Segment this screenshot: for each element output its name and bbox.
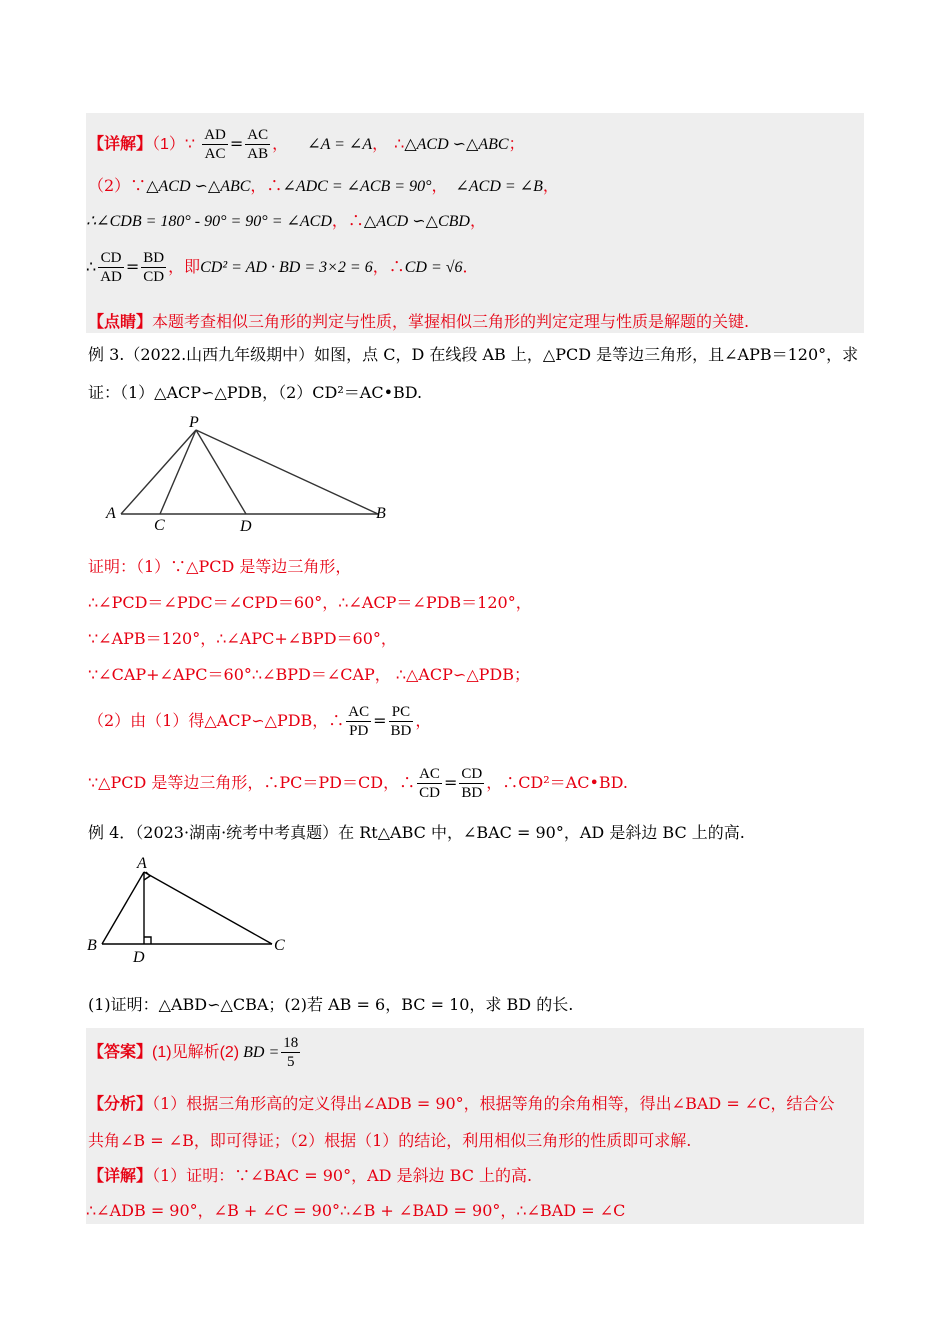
proof-line-4: ∵∠CAP+∠APC＝60°∴∠BPD＝∠CAP， ∴△ACP∽△PDB； — [88, 665, 530, 684]
therefore-symbol: ∴ — [394, 134, 405, 153]
analysis-tag: 【分析】 — [88, 1096, 153, 1113]
denominator: AC — [204, 146, 226, 162]
math-expr: CD = √6 — [404, 259, 463, 276]
text: ，∴CD²＝AC•BD. — [486, 773, 629, 792]
numerator: AD — [204, 127, 226, 143]
math-expr: △ACD ∽△ABC — [146, 178, 251, 195]
because-symbol: ∵ — [184, 134, 196, 153]
text: ，∴ — [372, 257, 405, 276]
fraction-18-5 — [281, 1034, 300, 1071]
part-label: （1） — [152, 136, 185, 153]
proof-line-1: 证明：（1）∵△PCD 是等边三角形， — [88, 557, 352, 576]
label-c: C — [274, 937, 285, 954]
answer-tag: 【答案】 — [88, 1044, 153, 1061]
label-p: P — [189, 414, 199, 431]
math-expr: ∠ACD = ∠B — [455, 178, 543, 195]
numerator: BD — [143, 250, 165, 266]
numerator: CD — [461, 766, 483, 782]
numerator: 18 — [283, 1035, 299, 1051]
figure-right-triangle — [84, 852, 296, 970]
proof-line-3: ∵∠APB＝120°，∴∠APC+∠BPD＝60°， — [88, 629, 397, 648]
denominator: CD — [143, 269, 165, 285]
figure-triangle-pab — [100, 410, 400, 535]
denominator: PD — [349, 723, 369, 739]
label-b: B — [376, 505, 386, 522]
label-b: B — [87, 937, 97, 954]
similarity-result: △ACD ∽△ABC — [404, 136, 509, 153]
detail-line-4 — [86, 246, 479, 288]
comment-line — [88, 312, 749, 333]
answer-text: (1)见解析(2) — [152, 1044, 240, 1061]
denominator: BD — [461, 785, 483, 801]
detail-line-2 — [88, 176, 559, 197]
detail2-line-1 — [88, 1166, 532, 1187]
proof-line-5 — [88, 700, 431, 742]
text: ， — [431, 176, 448, 195]
comma: ， — [372, 134, 389, 153]
denominator: BD — [390, 723, 412, 739]
comma: ， — [272, 134, 289, 153]
numerator: AC — [247, 127, 269, 143]
fraction-cd-ad — [98, 249, 124, 286]
detail-text: （1）证明：∵∠BAC = 90°，AD 是斜边 BC 上的高. — [152, 1166, 533, 1185]
math-expr: ∴∠CDB = 180° - 90° = 90° = ∠ACD — [86, 213, 332, 230]
fraction-ac-pd — [346, 703, 371, 740]
fraction-pc-bd — [389, 703, 414, 740]
math-expr: BD = — [243, 1044, 280, 1061]
math-expr: △ACD ∽△CBD — [363, 213, 470, 230]
angle-equality: ∠A = ∠A — [307, 136, 373, 153]
analysis-line-1 — [88, 1094, 834, 1115]
comment-tag: 【点睛】 — [88, 314, 153, 331]
denominator: AD — [100, 269, 122, 285]
analysis-text: （1）根据三角形高的定义得出∠ADB = 90°，根据等角的余角相等，得出∠BAD = ∠C，结合公 — [152, 1094, 835, 1113]
numerator: PC — [389, 703, 414, 722]
detail-line-1 — [88, 124, 525, 164]
fraction-cd-bd — [459, 765, 484, 802]
equals: = — [125, 257, 140, 276]
therefore-symbol: ∴ — [86, 257, 97, 276]
text: ， — [542, 176, 559, 195]
example3-title-cont: 证：（1）△ACP∽△PDB，（2）CD²＝AC•BD. — [88, 383, 423, 402]
proof-line-2: ∴∠PCD＝∠PDC＝∠CPD＝60°，∴∠ACP＝∠PDB＝120°， — [88, 593, 532, 612]
equals: = — [443, 773, 458, 792]
fraction-ac-ab — [245, 126, 270, 163]
text: ，即 — [168, 257, 201, 276]
label-a: A — [137, 855, 147, 872]
example4-title: 例 4．（2023·湖南·统考中考真题）在 Rt△ABC 中，∠BAC = 90°，AD 是斜边 BC 上的高. — [88, 823, 745, 842]
comment-text: 本题考查相似三角形的判定与性质，掌握相似三角形的判定定理与性质是解题的关键. — [152, 312, 750, 331]
detail-tag: 【详解】 — [88, 1168, 153, 1185]
math-expr: ∠ADC = ∠ACB = 90° — [282, 178, 432, 195]
semicolon: ； — [508, 134, 525, 153]
math-expr: CD² = AD · BD = 3×2 = 6 — [200, 259, 373, 276]
text: ，∴ — [331, 211, 364, 230]
analysis-line-2: 共角∠B = ∠B，即可得证；（2）根据（1）的结论，利用相似三角形的性质即可求解. — [88, 1131, 692, 1150]
fraction-ac-cd — [417, 765, 442, 802]
text: ， — [415, 711, 432, 730]
denominator: 5 — [287, 1054, 295, 1070]
text: （2）由（1）得△ACP∽△PDB，∴ — [88, 711, 345, 730]
example4-question: (1)证明：△ABD∽△CBA；(2)若 AB = 6，BC = 10，求 BD 的长. — [88, 995, 574, 1014]
proof-line-6 — [88, 762, 628, 804]
text: ， — [469, 211, 486, 230]
fraction-bd-cd — [141, 249, 166, 286]
detail-line-3 — [86, 211, 486, 232]
equals: = — [229, 134, 244, 153]
label-a: A — [106, 505, 116, 522]
equals: = — [373, 711, 387, 730]
text: ，∴ — [250, 176, 283, 195]
fraction-ad-ac — [202, 126, 228, 163]
label-d: D — [133, 949, 145, 966]
detail-tag: 【详解】 — [88, 136, 153, 153]
label-d: D — [240, 518, 252, 535]
answer-line — [88, 1030, 302, 1074]
detail2-line-2: ∴∠ADB = 90°，∠B + ∠C = 90°∴∠B + ∠BAD = 90°，∴∠BAD = ∠C — [86, 1201, 626, 1220]
numerator: CD — [98, 249, 124, 268]
numerator: AC — [348, 704, 370, 720]
part-label: （2）∵ — [88, 176, 147, 195]
text: ． — [462, 257, 479, 276]
example3-title: 例 3.（2022.山西九年级期中）如图，点 C，D 在线段 AB 上，△PCD 是等边三角形，且∠APB＝120°，求 — [88, 345, 859, 364]
text: ∵△PCD 是等边三角形，∴PC＝PD＝CD，∴ — [88, 773, 416, 792]
label-c: C — [154, 517, 165, 534]
denominator: AB — [247, 146, 269, 162]
denominator: CD — [419, 785, 440, 801]
numerator: AC — [419, 766, 440, 782]
